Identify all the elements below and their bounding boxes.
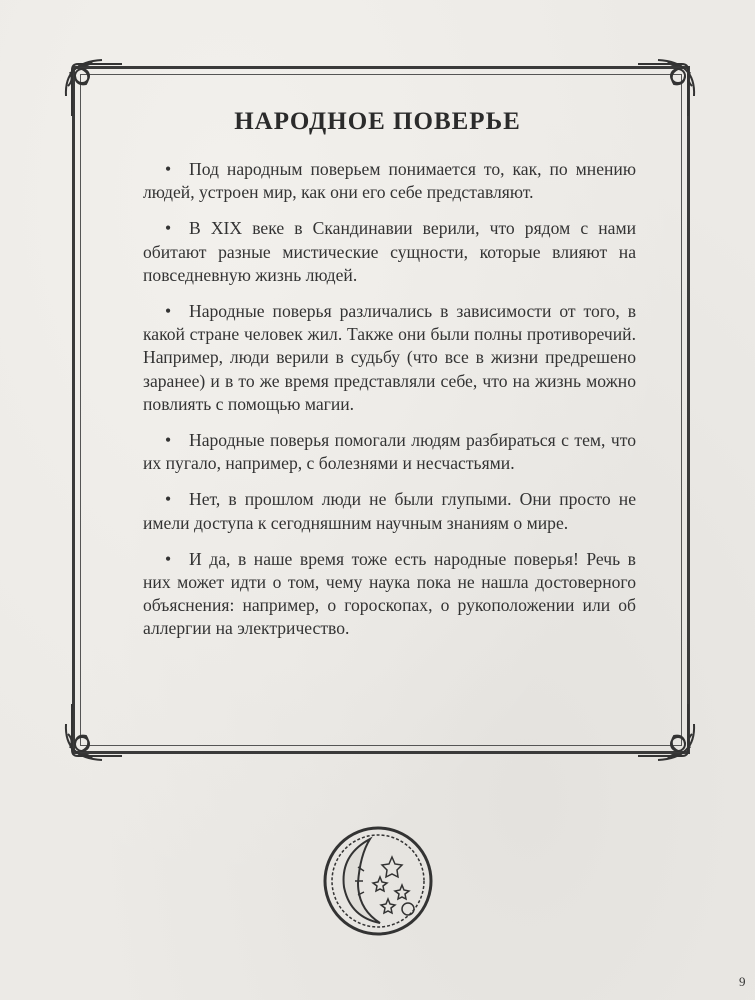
bullet-icon: • [165, 218, 172, 239]
bullet-list [143, 158, 636, 654]
paragraph-text: Народные поверья различались в зависимости от того, в какой стране человек жил. Также они были полны противоречий. Например, люди верили в судьбу (что все в жизни предрешено заранее) и в то же время представляли себе, что на жизнь можно повлиять с помощью магии. [143, 301, 636, 414]
page-number: 9 [739, 974, 746, 989]
paragraph-text: Нет, в прошлом люди не были глупыми. Они просто не имели доступа к сегодняшним научным знаниям о мире. [143, 489, 636, 533]
moon-stars-medallion-icon [322, 825, 434, 937]
paragraph-text: В XIX веке в Скандинавии верили, что рядом с нами обитают разные мистические сущности, которые влияют на повседневную жизнь людей. [143, 218, 636, 285]
list-item [143, 429, 636, 475]
corner-ornament-icon [62, 700, 126, 764]
paragraph-text: Народные поверья помогали людям разбираться с тем, что их пугало, например, с болезнями и несчастьями. [143, 430, 636, 474]
bullet-icon: • [165, 548, 172, 569]
bullet-icon: • [165, 489, 172, 510]
corner-ornament-icon [634, 700, 698, 764]
list-item [143, 548, 636, 641]
list-item [143, 488, 636, 534]
list-item [143, 158, 636, 204]
page-title: НАРОДНОЕ ПОВЕРЬЕ [234, 108, 521, 135]
paragraph-text: Под народным поверьем понимается то, как, по мнению людей, устроен мир, как они его себе представляют. [143, 159, 636, 203]
bullet-icon: • [165, 159, 172, 179]
list-item [143, 217, 636, 287]
list-item [143, 300, 636, 416]
bullet-icon: • [165, 430, 172, 451]
bullet-icon: • [165, 301, 172, 322]
paragraph-text: И да, в наше время тоже есть народные поверья! Речь в них может идти о том, чему наука пока не нашла достоверного объяснения: например, о гороскопах, о рукоположении или об аллергии на электричество. [143, 548, 636, 639]
